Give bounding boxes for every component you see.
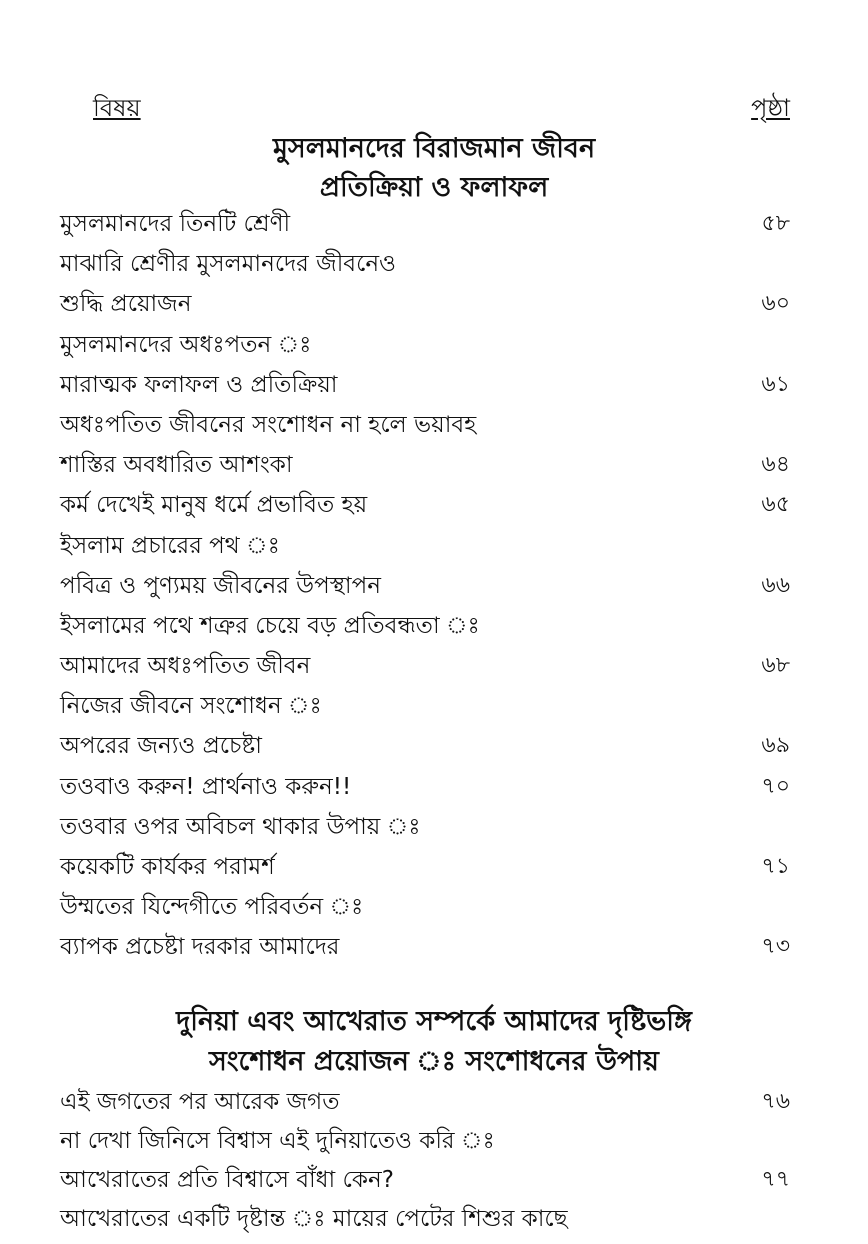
entry-text: মুসলমানদের অধঃপতন ঃ <box>60 331 312 358</box>
toc-entry <box>60 686 790 726</box>
toc-entry <box>60 1160 790 1199</box>
entry-text: ইসলামের পথে শত্রুর চেয়ে বড় প্রতিবন্ধতা ঃ <box>60 612 480 639</box>
entry-text: কর্ম দেখেই মানুষ ধর্মে প্রভাবিত হয় <box>60 492 368 519</box>
section1-title-line1: মুসলমানদের বিরাজমান জীবন <box>272 133 596 164</box>
entry-page: ৬৯ <box>761 733 790 759</box>
toc-entry <box>60 284 790 324</box>
toc-entry <box>60 204 790 244</box>
entry-text: আমাদের অধঃপতিত জীবন <box>60 653 311 680</box>
entry-page: ৬৫ <box>761 492 790 518</box>
entry-page: ৭১ <box>761 854 790 879</box>
entry-page: ৭৩ <box>761 934 790 960</box>
entry-text: অপরের জন্যও প্রচেষ্টা <box>60 733 262 760</box>
entry-text: আখেরাতের প্রতি বিশ্বাসে বাঁধা কেন? <box>60 1167 394 1193</box>
entry-page: ৭০ <box>761 773 790 799</box>
subject-column-header: বিষয় <box>93 94 141 122</box>
entry-page: ৬১ <box>761 371 790 397</box>
toc-entry <box>60 767 790 807</box>
toc-entry <box>60 1199 790 1238</box>
toc-entry <box>60 927 790 967</box>
entry-text: কয়েকটি কার্যকর পরামর্শ <box>60 854 275 880</box>
toc-entry <box>60 244 790 284</box>
toc-entry <box>60 646 790 686</box>
section1-entries <box>60 204 790 968</box>
toc-entry <box>60 1082 790 1121</box>
toc-entry <box>60 606 790 646</box>
entry-page: ৭৭ <box>761 1167 790 1192</box>
section2-entries <box>60 1082 790 1238</box>
entry-page: ৫৮ <box>761 211 790 236</box>
entry-page: ৬৮ <box>761 653 790 679</box>
toc-entry <box>60 807 790 847</box>
toc-entry <box>60 405 790 445</box>
entry-text: এই জগতের পর আরেক জগত <box>60 1089 340 1115</box>
entry-text: না দেখা জিনিসে বিশ্বাস এই দুনিয়াতেও করি ঃ <box>60 1128 495 1154</box>
toc-entry <box>60 485 790 525</box>
entry-text: শাস্তির অবধারিত আশংকা <box>60 452 293 479</box>
section1-title-line2: প্রতিক্রিয়া ও ফলাফল <box>319 172 549 203</box>
entry-text: তওবার ওপর অবিচল থাকার উপায় ঃ <box>60 813 421 840</box>
section2-title-line1: দুনিয়া এবং আখেরাত সম্পর্কে আমাদের দৃষ্টিভঙ্গি <box>176 1006 692 1037</box>
toc-entry <box>60 887 790 927</box>
toc-entry <box>60 325 790 365</box>
entry-page: ৬০ <box>761 291 790 317</box>
entry-text: ইসলাম প্রচারের পথ ঃ <box>60 532 280 559</box>
entry-page: ৭৬ <box>761 1089 790 1114</box>
entry-text: অধঃপতিত জীবনের সংশোধন না হলে ভয়াবহ <box>60 411 477 438</box>
toc-entry <box>60 847 790 887</box>
entry-text: ব্যাপক প্রচেষ্টা দরকার আমাদের <box>60 934 340 961</box>
toc-entry <box>60 365 790 405</box>
entry-text: পবিত্র ও পুণ্যময় জীবনের উপস্থাপন <box>60 572 381 599</box>
entry-text: মাঝারি শ্রেণীর মুসলমানদের জীবনেও <box>60 251 396 278</box>
toc-entry <box>60 726 790 766</box>
entry-text: আখেরাতের একটি দৃষ্টান্ত ঃ মায়ের পেটের শিশুর কাছে <box>60 1206 568 1232</box>
entry-page: ৬৪ <box>761 452 790 478</box>
entry-text: শুদ্ধি প্রয়োজন <box>60 291 192 318</box>
entry-page: ৬৬ <box>761 572 790 598</box>
entry-text: তওবাও করুন! প্রার্থনাও করুন!! <box>60 773 352 800</box>
section2-title-line2: সংশোধন প্রয়োজন ঃ সংশোধনের উপায় <box>209 1046 659 1077</box>
entry-text: উম্মতের যিন্দেগীতে পরিবর্তন ঃ <box>60 894 364 921</box>
entry-text: মুসলমানদের তিনটি শ্রেণী <box>60 211 291 237</box>
entry-text: নিজের জীবনে সংশোধন ঃ <box>60 693 322 720</box>
toc-entry <box>60 445 790 485</box>
page-column-header: পৃষ্ঠা <box>751 94 790 122</box>
toc-entry <box>60 566 790 606</box>
toc-entry <box>60 526 790 566</box>
entry-text: মারাত্মক ফলাফল ও প্রতিক্রিয়া <box>60 371 338 398</box>
toc-entry <box>60 1121 790 1160</box>
